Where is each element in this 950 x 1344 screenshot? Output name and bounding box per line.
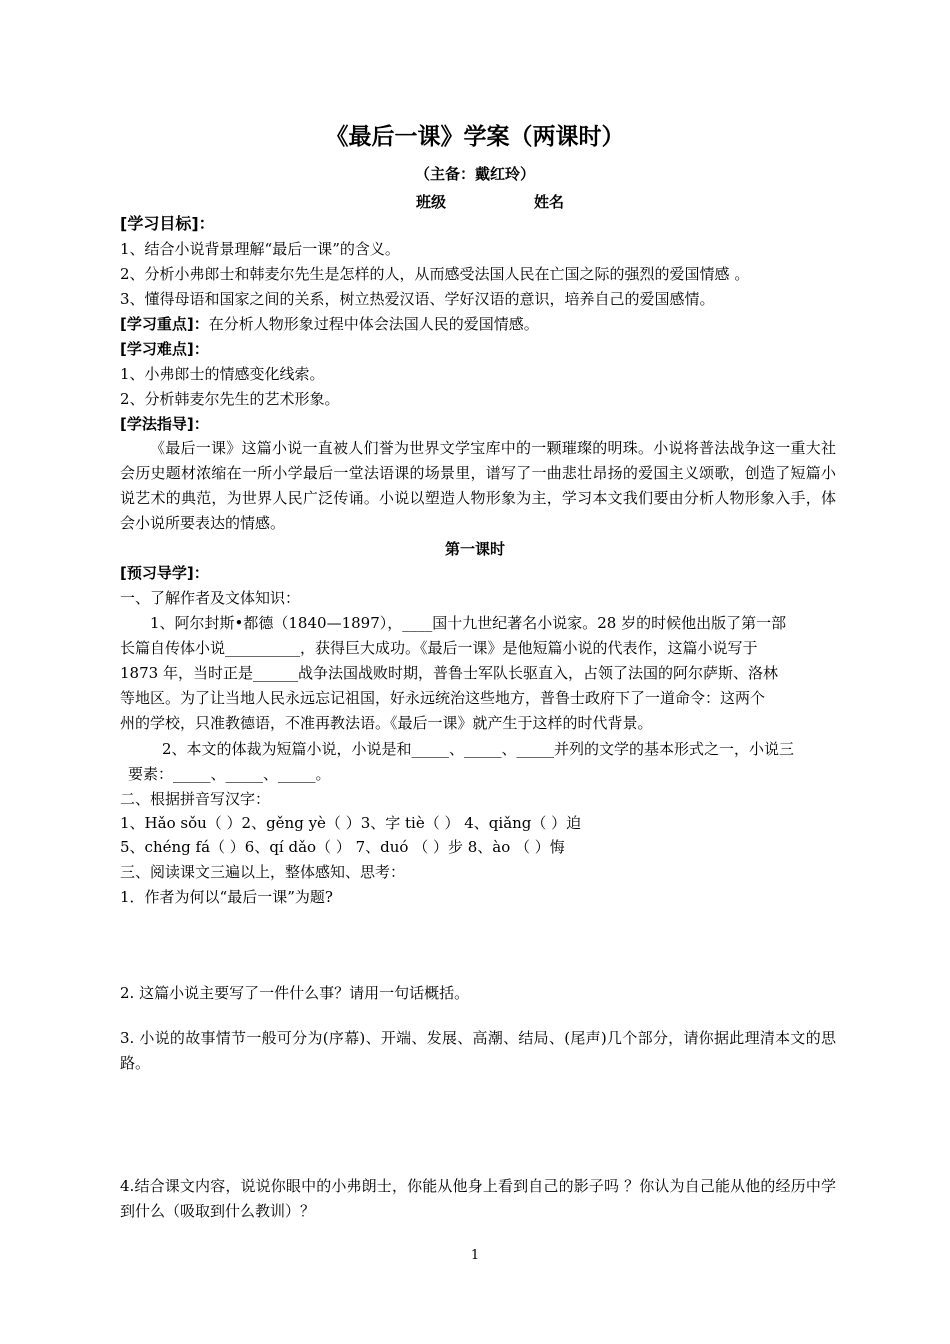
question-item: 4.结合课文内容，说说你眼中的小弗朗士，你能从他身上看到自己的影子吗 ？你认为自己能从他的经历中学到什么（吸取到什么教训）？ <box>120 1177 836 1220</box>
focus-line <box>120 313 539 335</box>
goal-item: 1、结合小说背景理解“最后一课”的含义。 <box>120 240 400 258</box>
goal-item: 2、分析小弗郎士和韩麦尔先生是怎样的人，从而感受法国人民在亡国之际的强烈的爱国情感 。 <box>120 265 750 283</box>
difficulty-item: 1、小弗郎士的情感变化线索。 <box>120 365 325 383</box>
author-intro-line: 州的学校，只准教德语，不准再教法语。《最后一课》就产生于这样的时代背景。 <box>120 714 653 732</box>
difficulty-heading: [学习难点]： <box>120 340 209 358</box>
author-intro-line: 1873 年，当时正是______战争法国战败时期，普鲁士军队长驱直入，占领了法国的阿尔萨斯、洛林 <box>120 664 778 682</box>
section-title: 三、阅读课文三遍以上，整体感知、思考： <box>120 863 406 881</box>
section-title: 一、了解作者及文体知识： <box>120 589 301 607</box>
author-intro-line: 1、阿尔封斯•都德（1840—1897），____国十九世纪著名小说家。28 岁的时候他出版了第一部 <box>150 614 787 632</box>
section-title: 二、根据拼音写汉字： <box>120 790 271 808</box>
goal-item: 3、懂得母语和国家之间的关系，树立热爱汉语、学好汉语的意识，培养自己的爱国感情。 <box>120 290 715 308</box>
focus-text: 在分析人物形象过程中体会法国人民的爱国情感。 <box>208 315 539 333</box>
author-intro-line: 长篇自传体小说__________，获得巨大成功。《最后一课》是他短篇小说的代表作，这篇小说写于 <box>120 639 758 657</box>
preview-heading: [预习导学]： <box>120 564 209 582</box>
method-heading: [学法指导]： <box>120 415 209 433</box>
pinyin-line: 5、chéng fá（ ）6、qí dǎo（ ） 7、duó （ ）步 8、ào （ ）悔 <box>120 838 565 856</box>
name-label: 姓名 <box>534 193 565 211</box>
difficulty-item: 2、分析韩麦尔先生的艺术形象。 <box>120 390 340 408</box>
page-number: 1 <box>470 1248 480 1263</box>
goals-heading: [学习目标]： <box>120 214 215 233</box>
lesson-heading: 第一课时 <box>444 540 505 558</box>
class-label: 班级 <box>416 193 447 211</box>
pinyin-line: 1、Hǎo sǒu（ ）2、gěng yè（ ）3、字 tiè（ ） 4、qiǎng（ ）迫 <box>120 814 582 832</box>
author-intro-line: 等地区。为了让当地人民永远忘记祖国，好永远统治这些地方，普鲁士政府下了一道命令：这两个 <box>120 689 766 707</box>
author-line: （主备：戴红玲） <box>414 165 535 183</box>
document-title: 《最后一课》学案（两课时） <box>325 124 625 150</box>
genre-line: 2、本文的体裁为短篇小说，小说是和_____、_____、_____并列的文学的基本形式之一，小说三 <box>162 740 795 758</box>
genre-line: 要素：_____、_____、_____。 <box>128 765 331 783</box>
question-item: 3. 小说的故事情节一般可分为(序幕)、开端、发展、高潮、结局、(尾声)几个部分，请你据此理清本文的思路。 <box>120 1029 836 1072</box>
question-item: 2. 这篇小说主要写了一件什么事？请用一句话概括。 <box>120 984 470 1002</box>
method-paragraph: 《最后一课》这篇小说一直被人们誉为世界文学宝库中的一颗璀璨的明珠。小说将普法战争这一重大社会历史题材浓缩在一所小学最后一堂法语课的场景里，谱写了一曲悲壮昂扬的爱国主义颂歌，创造了短篇小说艺术的典范，为世界人民广泛传诵。小说以塑造人物形象为主，学习本文我们要由分析人物形象入手，体会小说所要表达的情感。 <box>120 439 836 532</box>
focus-heading: [学习重点]： <box>120 315 209 333</box>
question-item: 1．作者为何以“最后一课”为题? <box>120 888 333 906</box>
